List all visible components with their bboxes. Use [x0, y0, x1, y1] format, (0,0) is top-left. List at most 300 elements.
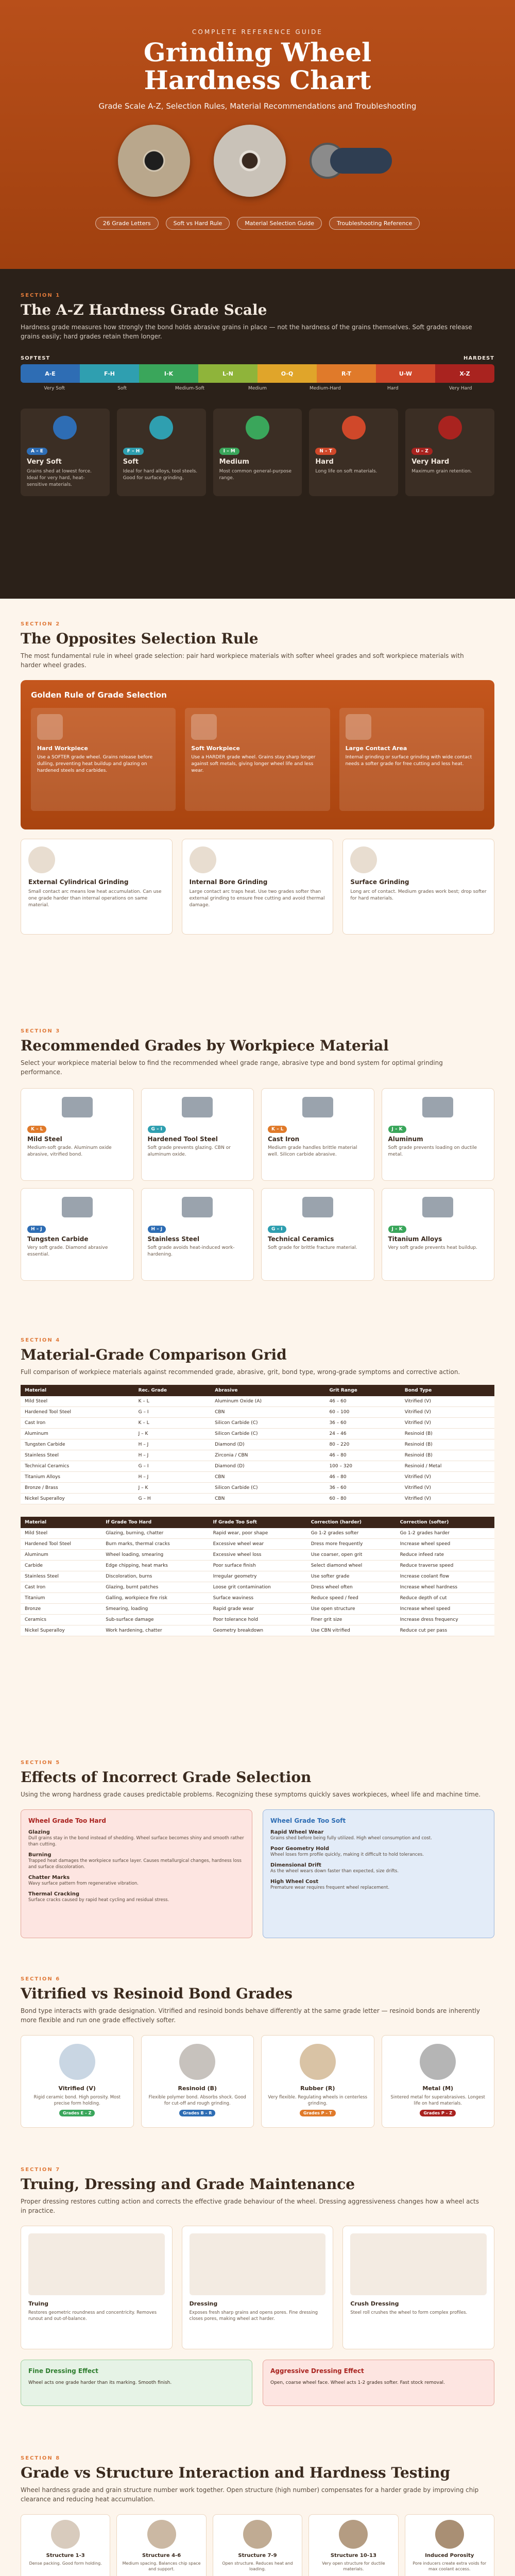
scale-foot-label: Hard	[387, 386, 399, 391]
bond-grade-badge: Grades P – Z	[420, 2110, 456, 2116]
hero-banner	[0, 0, 515, 269]
table-cell: Resinoid (B)	[401, 1439, 494, 1450]
effect-item-text: Dull grains stay in the bond instead of shedding. Wheel surface becomes shiny and smooth rather than cutting.	[28, 1836, 244, 1847]
grade-range-badge: G – I	[268, 1226, 286, 1233]
material-name: Tungsten Carbide	[27, 1235, 89, 1243]
table-row	[21, 1582, 494, 1593]
table-cell: Cast Iron	[21, 1418, 134, 1429]
material-text: Very soft grade. Diamond abrasive essential.	[27, 1245, 108, 1257]
operation-title: External Cylindrical Grinding	[28, 878, 129, 886]
bond-image	[179, 2044, 215, 2080]
hero-kicker: COMPLETE REFERENCE GUIDE	[192, 28, 323, 36]
hero-title-line1: Grinding Wheel	[143, 37, 372, 67]
section-6	[0, 1954, 515, 2144]
grade-name: Hard	[315, 458, 334, 466]
table-cell: Diamond (D)	[211, 1439, 325, 1450]
structure-text: Open structure. Reduces heat and loading.	[222, 2561, 293, 2571]
dressing-tools	[21, 2226, 494, 2349]
table-cell: Vitrified (V)	[401, 1396, 494, 1407]
structure-card	[308, 2514, 398, 2576]
effect-item-title: High Wheel Cost	[270, 1879, 319, 1885]
grade-range-badge: J – K	[388, 1226, 406, 1233]
section-5	[0, 1737, 515, 1954]
grade-range-badge: J – K	[388, 1126, 406, 1133]
hero-images	[0, 122, 515, 199]
table-row	[21, 1407, 494, 1418]
too-soft-items	[270, 1829, 487, 1891]
effect-item	[28, 1852, 245, 1870]
table-cell: Aluminum	[21, 1429, 134, 1439]
scale-header	[21, 355, 494, 361]
table-row	[21, 1472, 494, 1483]
table-row	[21, 1396, 494, 1407]
effect-item-title: Glazing	[28, 1829, 50, 1835]
section-title: Effects of Incorrect Grade Selection	[21, 1769, 312, 1786]
effect-item-title: Burning	[28, 1852, 52, 1858]
grade-name: Very Soft	[27, 458, 62, 466]
effect-item	[28, 1829, 245, 1848]
grade-name: Very Hard	[411, 458, 450, 466]
aggressive-dressing-text: Open, coarse wheel face. Wheel acts 1-2 grades softer. Fast stock removal.	[270, 2380, 445, 2385]
material-text: Soft grade avoids heat-induced work-hardening.	[147, 1245, 235, 1257]
table-row	[21, 1528, 494, 1539]
table-cell: Loose grit contamination	[209, 1582, 307, 1593]
bond-grade-badge: Grades B – R	[179, 2110, 215, 2116]
table-cell: 46 – 80	[325, 1450, 400, 1461]
material-card[interactable]	[21, 1088, 134, 1181]
scale-foot-label: Medium-Hard	[310, 386, 341, 391]
table-cell: Stainless Steel	[21, 1571, 101, 1582]
operation-title: Surface Grinding	[350, 878, 409, 886]
table-cell: Bronze	[21, 1604, 101, 1615]
section-label: SECTION 2	[21, 621, 61, 627]
scale-band: L-N	[198, 364, 258, 383]
table-cell: Vitrified (V)	[401, 1407, 494, 1418]
table-cell: H – J	[134, 1472, 211, 1483]
section-label: SECTION 1	[21, 293, 61, 298]
grade-range-badge: H – J	[27, 1226, 46, 1233]
effect-item	[270, 1879, 487, 1891]
fine-dressing-text: Wheel acts one grade harder than its marking. Smooth finish.	[28, 2380, 172, 2385]
hero-title	[0, 39, 515, 94]
table-cell: G – I	[134, 1461, 211, 1472]
table-header: Correction (softer)	[396, 1517, 494, 1528]
table-cell: H – J	[134, 1450, 211, 1461]
scale-footer	[21, 386, 494, 391]
grade-range-badge: F – H	[123, 448, 144, 455]
material-name: Hardened Tool Steel	[147, 1136, 218, 1143]
grade-wheel-icon	[246, 416, 269, 439]
table-header: If Grade Too Hard	[101, 1517, 209, 1528]
grade-text: Maximum grain retention.	[411, 469, 472, 474]
golden-rule-item	[339, 708, 484, 811]
dressing-title: Crush Dressing	[350, 2300, 399, 2307]
golden-rule-image	[191, 714, 217, 740]
table-cell: Increase wheel speed	[396, 1604, 494, 1615]
bond-image	[420, 2044, 456, 2080]
table-cell: Vitrified (V)	[401, 1494, 494, 1504]
hero-tag[interactable]: Soft vs Hard Rule	[166, 217, 230, 230]
dressing-title: Dressing	[189, 2300, 218, 2307]
dressing-text: Exposes fresh sharp grains and opens pores. Fine dressing closes pores, making wheel act harder.	[189, 2310, 318, 2321]
effect-item-text: Surface cracks caused by rapid heat cycling and residual stress.	[28, 1897, 169, 1903]
table-header: Abrasive	[211, 1385, 325, 1396]
table-header: Rec. Grade	[134, 1385, 211, 1396]
operation-cards	[21, 839, 494, 935]
section-title: Truing, Dressing and Grade Maintenance	[21, 2176, 355, 2193]
material-text: Soft grade prevents loading on ductile metal.	[388, 1145, 477, 1157]
section-label: SECTION 8	[21, 2455, 61, 2461]
section-2	[0, 599, 515, 1006]
golden-rule-image	[346, 714, 371, 740]
table-cell: Finer grit size	[307, 1615, 396, 1625]
bond-image	[59, 2044, 95, 2080]
table-cell: 60 – 80	[325, 1494, 400, 1504]
table-cell: Resinoid / Metal	[401, 1461, 494, 1472]
too-soft-title: Wheel Grade Too Soft	[270, 1817, 346, 1824]
dressing-tool-image	[28, 2233, 165, 2295]
material-grade-table	[21, 1385, 494, 1504]
table-row	[21, 1571, 494, 1582]
table-cell: Hardened Tool Steel	[21, 1539, 101, 1550]
hardest-label: HARDEST	[464, 355, 494, 361]
scale-band: U-W	[376, 364, 435, 383]
scale-band: I-K	[139, 364, 198, 383]
bond-name: Vitrified (V)	[58, 2085, 96, 2092]
bond-text: Flexible polymer bond. Absorbs shock. Good for cut-off and rough grinding.	[148, 2095, 246, 2106]
effect-item-text: Grains shed before being fully utilized. High wheel consumption and cost.	[270, 1836, 432, 1841]
table-cell: G – I	[134, 1407, 211, 1418]
section-description: Full comparison of workpiece materials against recommended grade, abrasive, grit, bond type, wrong-grade symptoms and corrective action.	[21, 1368, 460, 1376]
effect-item-text: Trapped heat damages the workpiece surface layer. Causes metallurgical changes, hardness loss and surface discoloration.	[28, 1858, 242, 1870]
table-cell: Dress wheel often	[307, 1582, 396, 1593]
material-icon	[422, 1097, 453, 1117]
table-cell: Irregular geometry	[209, 1571, 307, 1582]
golden-rule-box	[21, 680, 494, 829]
table-cell: 24 – 46	[325, 1429, 400, 1439]
section-3	[0, 1006, 515, 1315]
table-row	[21, 1561, 494, 1571]
table-cell: Vitrified (V)	[401, 1472, 494, 1483]
material-text: Medium grade handles brittle material well. Silicon carbide abrasive.	[268, 1145, 357, 1157]
table-cell: J – K	[134, 1429, 211, 1439]
operation-title: Internal Bore Grinding	[189, 878, 268, 886]
material-card[interactable]	[382, 1188, 495, 1281]
table-cell: Titanium	[21, 1593, 101, 1604]
section-description: Hardness grade measures how strongly the bond holds abrasive grains in place — not the hardness of the grains themselves. Soft grades release grains easily; hard grades retain them longer.	[21, 324, 472, 340]
table-cell: Dress more frequently	[307, 1539, 396, 1550]
table-cell: Use coarser, open grit	[307, 1550, 396, 1561]
grade-range-badge: N – T	[315, 448, 336, 455]
angle-grinder-image	[310, 132, 397, 189]
material-card[interactable]	[141, 1088, 254, 1181]
scale-foot-label: Very Soft	[44, 386, 65, 391]
bond-text: Very flexible. Regulating wheels in centerless grinding.	[268, 2095, 368, 2106]
golden-rule-item	[31, 708, 176, 811]
table-cell: Reduce depth of cut	[396, 1593, 494, 1604]
table-cell: Burn marks, thermal cracks	[101, 1539, 209, 1550]
material-grid	[21, 1088, 494, 1281]
too-hard-items	[28, 1829, 245, 1903]
table-cell: Silicon Carbide (C)	[211, 1429, 325, 1439]
material-card[interactable]	[261, 1088, 374, 1181]
table-cell: Rapid wear, poor shape	[209, 1528, 307, 1539]
table-cell: Go 1-2 grades harder	[396, 1528, 494, 1539]
table-cell: Increase wheel speed	[396, 1539, 494, 1550]
effect-item-text: Premature wear requires frequent wheel replacement.	[270, 1885, 390, 1890]
table-cell: CBN	[211, 1407, 325, 1418]
section-description: Using the wrong hardness grade causes predictable problems. Recognizing these symptoms quickly saves workpieces, wheel life and machine time.	[21, 1791, 481, 1798]
hero-tag[interactable]: Material Selection Guide	[237, 217, 322, 230]
table-cell: Glazing, burning, chatter	[101, 1528, 209, 1539]
material-name: Technical Ceramics	[268, 1235, 334, 1243]
section-title: Grade vs Structure Interaction and Hardness Testing	[21, 2464, 451, 2481]
table-cell: Glazing, burnt patches	[101, 1582, 209, 1593]
bond-grade-badge: Grades E – Z	[59, 2110, 95, 2116]
section-label: SECTION 4	[21, 1337, 61, 1343]
section-description: Bond type interacts with grade designation. Vitrified and resinoid bonds behave differently at the same grade letter — resinoid bonds are inherently more flexible and run one grade effectively softer.	[21, 2007, 480, 2024]
material-icon	[302, 1197, 333, 1217]
grade-card	[309, 409, 398, 496]
structure-card	[213, 2514, 302, 2576]
bond-image	[300, 2044, 336, 2080]
grade-card	[405, 409, 494, 496]
structure-text: Pore inducers create extra voids for max coolant access.	[413, 2561, 487, 2571]
table-row	[21, 1604, 494, 1615]
table-cell: Diamond (D)	[211, 1461, 325, 1472]
structure-image	[339, 2520, 368, 2549]
golden-rule-item-text: Use a SOFTER grade wheel. Grains release before dulling, preventing heat buildup and glazing on hardened steels and carbides.	[37, 755, 153, 773]
dressing-card	[182, 2226, 334, 2349]
operation-icon	[28, 846, 55, 873]
table-row	[21, 1461, 494, 1472]
hero-tags	[0, 217, 515, 230]
section-description: Wheel hardness grade and grain structure number work together. Open structure (high number) compensates for a harder grade by improving chip clearance and reducing heat accumulation.	[21, 2486, 479, 2503]
effect-item-title: Chatter Marks	[28, 1875, 70, 1880]
table-row	[21, 1539, 494, 1550]
table-cell: Tungsten Carbide	[21, 1439, 134, 1450]
grade-card	[117, 409, 206, 496]
table-cell: Cast Iron	[21, 1582, 101, 1593]
effect-item	[28, 1875, 245, 1887]
table-cell: Aluminum Oxide (A)	[211, 1396, 325, 1407]
hero-tag[interactable]: Troubleshooting Reference	[329, 217, 420, 230]
structure-title: Structure 1-3	[46, 2553, 85, 2558]
table-cell: Edge chipping, heat marks	[101, 1561, 209, 1571]
grade-effects	[21, 1809, 494, 1938]
table-cell: Reduce speed / feed	[307, 1593, 396, 1604]
hardness-scale-bar	[21, 364, 494, 383]
grade-text: Ideal for hard alloys, tool steels. Good for surface grinding.	[123, 469, 198, 481]
section-label: SECTION 3	[21, 1028, 61, 1034]
table-cell: Technical Ceramics	[21, 1461, 134, 1472]
table-cell: 46 – 80	[325, 1472, 400, 1483]
table-cell: Use CBN vitrified	[307, 1625, 396, 1636]
material-text: Medium-soft grade. Aluminum oxide abrasive, vitrified bond.	[27, 1145, 112, 1157]
table-row	[21, 1439, 494, 1450]
effect-item-title: Poor Geometry Hold	[270, 1846, 330, 1852]
operation-icon	[350, 846, 377, 873]
golden-rule-item	[185, 708, 330, 811]
section-title: Recommended Grades by Workpiece Material	[21, 1037, 389, 1054]
grade-wheel-icon	[438, 416, 462, 439]
operation-text: Small contact arc means low heat accumulation. Can use one grade harder than internal operations on same material.	[28, 889, 162, 908]
table-cell: Silicon Carbide (C)	[211, 1418, 325, 1429]
golden-rule-item-text: Internal grinding or surface grinding with wide contact needs a softer grade for free cutting and less heat.	[345, 755, 472, 767]
grade-range-badge: H – J	[148, 1226, 166, 1233]
table-cell: Aluminum	[21, 1550, 101, 1561]
grinding-disc-image	[118, 125, 190, 197]
aggressive-dressing-title: Aggressive Dressing Effect	[270, 2367, 364, 2375]
table-cell: 60 – 100	[325, 1407, 400, 1418]
operation-card	[182, 839, 334, 935]
grade-wheel-icon	[149, 416, 173, 439]
grade-range-badge: G – I	[148, 1126, 166, 1133]
golden-rule-title: Golden Rule of Grade Selection	[31, 690, 167, 700]
grade-range-badge: A – E	[27, 448, 47, 455]
table-cell: Vitrified (V)	[401, 1483, 494, 1494]
table-cell: J – K	[134, 1483, 211, 1494]
table-cell: Smearing, loading	[101, 1604, 209, 1615]
fine-dressing-title: Fine Dressing Effect	[28, 2367, 98, 2375]
hero-tag[interactable]: 26 Grade Letters	[95, 217, 159, 230]
structure-grid	[21, 2514, 494, 2576]
effect-item-text: As the wheel wears down faster than expected, size drifts.	[270, 1869, 399, 1874]
table-cell: Rapid grade wear	[209, 1604, 307, 1615]
table-cell: Ceramics	[21, 1615, 101, 1625]
table-row	[21, 1615, 494, 1625]
scale-foot-label: Soft	[117, 386, 127, 391]
table-cell: Stainless Steel	[21, 1450, 134, 1461]
section-label: SECTION 7	[21, 2167, 61, 2173]
table-row	[21, 1494, 494, 1504]
material-card[interactable]	[141, 1188, 254, 1281]
grade-text: Most common general-purpose range.	[219, 469, 292, 481]
dressing-effects	[21, 2360, 494, 2406]
material-card[interactable]	[21, 1188, 134, 1281]
aggressive-dressing-panel	[263, 2360, 494, 2406]
golden-rule-item-title: Hard Workpiece	[37, 745, 88, 752]
grade-range-badge: I – M	[219, 448, 239, 455]
material-card[interactable]	[261, 1188, 374, 1281]
table-header: Grit Range	[325, 1385, 400, 1396]
effect-item-title: Thermal Cracking	[28, 1891, 80, 1897]
golden-rule-item-title: Soft Workpiece	[191, 745, 240, 752]
grade-text: Long life on soft materials.	[315, 469, 377, 474]
grade-range-badge: U – Z	[411, 448, 433, 455]
section-1	[0, 269, 515, 599]
section-title: Vitrified vs Resinoid Bond Grades	[21, 1985, 293, 2002]
bond-card	[21, 2035, 134, 2128]
table-cell: Excessive wheel wear	[209, 1539, 307, 1550]
dressing-title: Truing	[28, 2300, 49, 2307]
golden-rule-item-text: Use a HARDER grade wheel. Grains stay sharp longer against soft metals, giving longer wheel life and less wear.	[191, 755, 316, 773]
structure-title: Structure 10-13	[330, 2553, 376, 2558]
table-cell: Geometry breakdown	[209, 1625, 307, 1636]
material-name: Aluminum	[388, 1136, 423, 1143]
effect-item	[270, 1829, 487, 1841]
table-cell: Reduce infeed rate	[396, 1550, 494, 1561]
section-title: The Opposites Selection Rule	[21, 630, 259, 647]
section-description: The most fundamental rule in wheel grade selection: pair hard workpiece materials with softer wheel grades and soft workpiece materials with harder wheel grades.	[21, 652, 464, 669]
table-cell: 36 – 60	[325, 1418, 400, 1429]
table-row	[21, 1450, 494, 1461]
effect-item-text: Wavy surface pattern from regenerative vibration.	[28, 1881, 139, 1886]
softest-label: SOFTEST	[21, 355, 50, 361]
table-row	[21, 1418, 494, 1429]
effect-item	[270, 1846, 487, 1858]
structure-text: Medium spacing. Balances chip space and support.	[122, 2561, 201, 2571]
table-cell: 80 – 220	[325, 1439, 400, 1450]
operation-text: Large contact arc traps heat. Use two grades softer than external grinding to ensure free cutting and avoid thermal damage.	[189, 889, 325, 908]
table-cell: Discoloration, burns	[101, 1571, 209, 1582]
table-header: If Grade Too Soft	[209, 1517, 307, 1528]
grade-wheel-icon	[342, 416, 366, 439]
scale-band: R-T	[317, 364, 376, 383]
structure-image	[51, 2520, 80, 2549]
bond-name: Rubber (R)	[300, 2085, 335, 2092]
section-8	[0, 2433, 515, 2576]
dressing-text: Steel roll crushes the wheel to form complex profiles.	[350, 2310, 468, 2315]
grade-text: Grains shed at lowest force. Ideal for very hard, heat-sensitive materials.	[27, 469, 92, 487]
table-cell: Use open structure	[307, 1604, 396, 1615]
material-icon	[182, 1097, 213, 1117]
table-cell: Resinoid (B)	[401, 1429, 494, 1439]
grade-range-badge: K – L	[268, 1126, 287, 1133]
table-cell: CBN	[211, 1494, 325, 1504]
table-cell: Zirconia / CBN	[211, 1450, 325, 1461]
section-label: SECTION 5	[21, 1760, 61, 1766]
structure-image	[147, 2520, 176, 2549]
table-cell: 100 – 320	[325, 1461, 400, 1472]
table-cell: Galling, workpiece fire risk	[101, 1593, 209, 1604]
table-cell: Vitrified (V)	[401, 1418, 494, 1429]
bond-text: Sintered metal for superabrasives. Longest life on hard materials.	[390, 2095, 486, 2106]
grade-card	[213, 409, 302, 496]
table-cell: 36 – 60	[325, 1483, 400, 1494]
section-label: SECTION 6	[21, 1976, 61, 1982]
too-soft-panel	[263, 1809, 494, 1938]
table-cell: Silicon Carbide (C)	[211, 1483, 325, 1494]
table-row	[21, 1550, 494, 1561]
grinding-wheel-image	[214, 125, 286, 197]
dressing-card	[21, 2226, 173, 2349]
table-cell: Hardened Tool Steel	[21, 1407, 134, 1418]
section-4	[0, 1315, 515, 1737]
table-cell: Reduce cut per pass	[396, 1625, 494, 1636]
section-description: Select your workpiece material below to find the recommended wheel grade range, abrasive type and bond system for optimal grinding performance.	[21, 1059, 443, 1076]
structure-card	[116, 2514, 206, 2576]
effect-item-text: Wheel loses form profile quickly, making it difficult to hold tolerances.	[270, 1852, 424, 1857]
dressing-tool-image	[190, 2233, 326, 2295]
bond-grade-badge: Grades P – T	[300, 2110, 336, 2116]
table-cell: Carbide	[21, 1561, 101, 1571]
grade-wheel-icon	[53, 416, 77, 439]
table-cell: Nickel Superalloy	[21, 1494, 134, 1504]
golden-rule-item-title: Large Contact Area	[345, 745, 407, 752]
table-row	[21, 1625, 494, 1636]
section-title: The A-Z Hardness Grade Scale	[21, 301, 267, 318]
structure-title: Structure 7-9	[238, 2553, 277, 2558]
table-header: Material	[21, 1385, 134, 1396]
symptom-correction-table	[21, 1517, 494, 1636]
material-card[interactable]	[382, 1088, 495, 1181]
too-hard-panel	[21, 1809, 252, 1938]
scale-foot-label: Medium-Soft	[175, 386, 205, 391]
effect-item-title: Dimensional Drift	[270, 1862, 321, 1868]
table-cell: 46 – 60	[325, 1396, 400, 1407]
bond-grid	[21, 2035, 494, 2128]
